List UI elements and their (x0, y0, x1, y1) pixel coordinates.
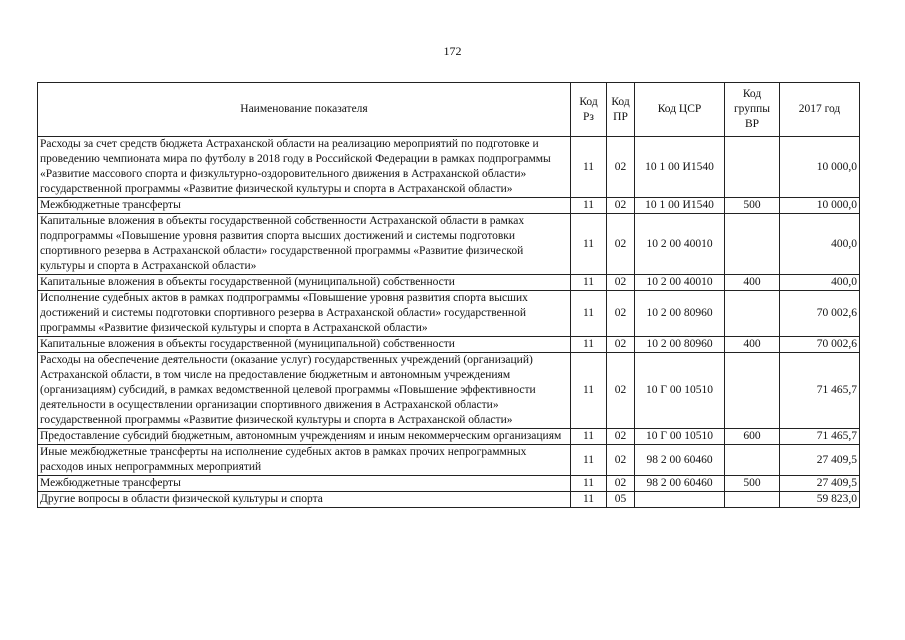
header-rz: Код Рз (571, 83, 607, 137)
row-name: Капитальные вложения в объекты государственной собственности Астраханской области в рамках подпрограммы «Повышение уровня развития спорта высших достижений и системы подготовки спортивного резерва в Астраханской области» государственной программы «Развитие физической культуры и спорта в Астраханской области» (38, 214, 571, 275)
table-row (38, 492, 860, 508)
row-amount: 400,0 (780, 275, 860, 291)
table-body (38, 137, 860, 508)
row-csr: 10 2 00 40010 (635, 275, 725, 291)
row-vr (725, 353, 780, 429)
table-row (38, 337, 860, 353)
row-vr: 400 (725, 275, 780, 291)
row-csr: 98 2 00 60460 (635, 445, 725, 476)
page-number: 172 (443, 44, 462, 58)
row-rz: 11 (571, 429, 607, 445)
row-rz: 11 (571, 198, 607, 214)
row-name: Межбюджетные трансферты (38, 198, 571, 214)
table-row (38, 476, 860, 492)
row-vr (725, 214, 780, 275)
row-pr: 02 (607, 476, 635, 492)
header-vr: Код группы ВР (725, 83, 780, 137)
row-rz: 11 (571, 445, 607, 476)
row-amount: 27 409,5 (780, 476, 860, 492)
row-vr (725, 492, 780, 508)
row-pr: 02 (607, 429, 635, 445)
row-csr: 10 Г 00 10510 (635, 429, 725, 445)
row-amount: 59 823,0 (780, 492, 860, 508)
row-name: Капитальные вложения в объекты государственной (муниципальной) собственности (38, 337, 571, 353)
row-amount: 71 465,7 (780, 429, 860, 445)
table-header (38, 83, 860, 137)
row-pr: 02 (607, 353, 635, 429)
table-row (38, 429, 860, 445)
row-name: Исполнение судебных актов в рамках подпрограммы «Повышение уровня развития спорта высших достижений и системы подготовки спортивного резерва в Астраханской области» государственной программы «Развитие физической культуры и спорта в Астраханской области» (38, 291, 571, 337)
header-csr: Код ЦСР (635, 83, 725, 137)
row-pr: 02 (607, 275, 635, 291)
row-name: Межбюджетные трансферты (38, 476, 571, 492)
row-name: Иные межбюджетные трансферты на исполнение судебных актов в рамках прочих непрограммных расходов иных непрограммных мероприятий (38, 445, 571, 476)
header-year: 2017 год (780, 83, 860, 137)
row-rz: 11 (571, 353, 607, 429)
row-amount: 70 002,6 (780, 291, 860, 337)
table-row (38, 275, 860, 291)
row-rz: 11 (571, 492, 607, 508)
row-rz: 11 (571, 275, 607, 291)
row-csr: 10 2 00 80960 (635, 291, 725, 337)
row-name: Расходы на обеспечение деятельности (оказание услуг) государственных учреждений (организаций) Астраханской области, в том числе на предоставление бюджетным и автономным учреждениям (организациям) субсидий, в рамках ведомственной целевой программы «Повышение эффективности деятельности в осуществлении организации спортивного движения в Астраханской области» государственной программы «Развитие физической культуры и спорта в Астраханской области» (38, 353, 571, 429)
row-pr: 02 (607, 445, 635, 476)
header-pr: Код ПР (607, 83, 635, 137)
row-rz: 11 (571, 337, 607, 353)
row-pr: 02 (607, 137, 635, 198)
row-pr: 02 (607, 214, 635, 275)
table-row (38, 214, 860, 275)
row-name: Расходы за счет средств бюджета Астраханской области на реализацию мероприятий по подготовке и проведению чемпионата мира по футболу в 2018 году в Российской Федерации в рамках подпрограммы «Развитие массового спорта и физкультурно-оздоровительного движения в Астраханской области» государственной программы «Развитие физической культуры и спорта в Астраханской области» (38, 137, 571, 198)
row-csr: 10 2 00 80960 (635, 337, 725, 353)
row-amount: 71 465,7 (780, 353, 860, 429)
row-vr (725, 291, 780, 337)
row-amount: 27 409,5 (780, 445, 860, 476)
row-pr: 02 (607, 291, 635, 337)
row-vr: 400 (725, 337, 780, 353)
table-row (38, 137, 860, 198)
budget-table (37, 82, 860, 508)
row-csr: 10 2 00 40010 (635, 214, 725, 275)
row-vr: 500 (725, 198, 780, 214)
row-csr (635, 492, 725, 508)
row-amount: 70 002,6 (780, 337, 860, 353)
row-amount: 10 000,0 (780, 198, 860, 214)
row-pr: 05 (607, 492, 635, 508)
row-name: Другие вопросы в области физической культуры и спорта (38, 492, 571, 508)
row-name: Капитальные вложения в объекты государственной (муниципальной) собственности (38, 275, 571, 291)
row-csr: 10 Г 00 10510 (635, 353, 725, 429)
table-row (38, 445, 860, 476)
row-rz: 11 (571, 214, 607, 275)
row-amount: 400,0 (780, 214, 860, 275)
row-csr: 98 2 00 60460 (635, 476, 725, 492)
row-vr: 500 (725, 476, 780, 492)
row-rz: 11 (571, 137, 607, 198)
row-amount: 10 000,0 (780, 137, 860, 198)
row-rz: 11 (571, 476, 607, 492)
row-pr: 02 (607, 337, 635, 353)
table-row (38, 353, 860, 429)
row-vr (725, 137, 780, 198)
row-vr (725, 445, 780, 476)
row-vr: 600 (725, 429, 780, 445)
row-csr: 10 1 00 И1540 (635, 137, 725, 198)
row-csr: 10 1 00 И1540 (635, 198, 725, 214)
table-row (38, 291, 860, 337)
row-name: Предоставление субсидий бюджетным, автономным учреждениям и иным некоммерческим организациям (38, 429, 571, 445)
row-pr: 02 (607, 198, 635, 214)
table-row (38, 198, 860, 214)
header-name: Наименование показателя (38, 83, 571, 137)
row-rz: 11 (571, 291, 607, 337)
